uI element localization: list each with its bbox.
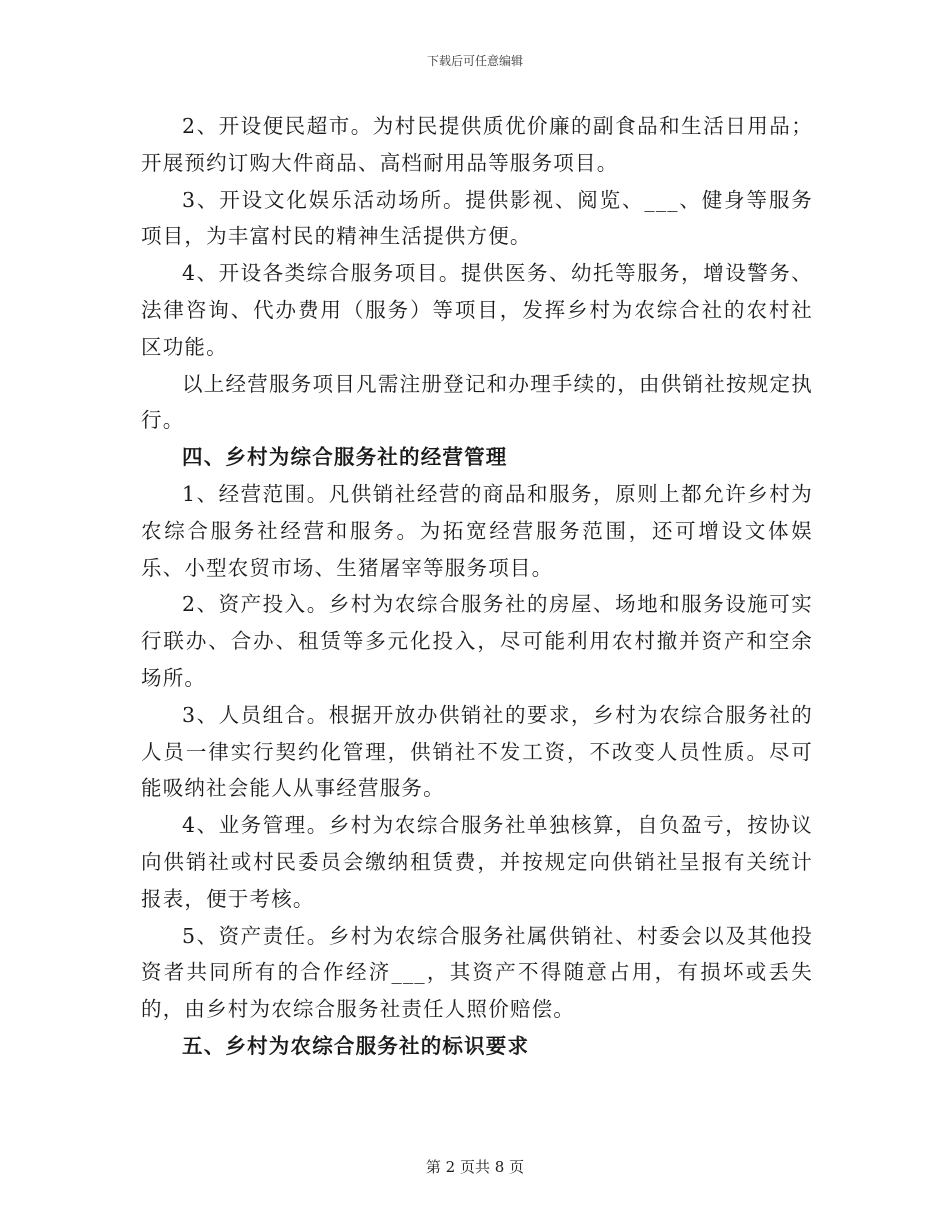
page-number: 第 2 页共 8 页 <box>425 1158 525 1176</box>
paragraph-business-scope: 1、经营范围。凡供销社经营的商品和服务，原则上都允许乡村为农综合服务社经营和服务。为拓宽经营服务范围，还可增设文体娱乐、小型农贸市场、生猪屠宰等服务项目。 <box>141 481 813 580</box>
paragraph-item-4: 4、开设各类综合服务项目。提供医务、幼托等服务，增设警务、法律咨询、代办费用（服务）等项目，发挥乡村为农综合社的农村社区功能。 <box>141 261 813 359</box>
paragraph-business-management: 4、业务管理。乡村为农综合服务社单独核算，自负盈亏，按协议向供销社或村民委员会缴纳租赁费，并按规定向供销社呈报有关统计报表，便于考核。 <box>141 813 813 911</box>
paragraph-staffing: 3、人员组合。根据开放办供销社的要求，乡村为农综合服务社的人员一律实行契约化管理，供销社不发工资，不改变人员性质。尽可能吸纳社会能人从事经营服务。 <box>141 702 813 801</box>
page-header-note: 下载后可任意编辑 <box>426 54 523 68</box>
paragraph-registration-note: 以上经营服务项目凡需注册登记和办理手续的，由供销社按规定执行。 <box>141 371 813 433</box>
section-heading-4: 四、乡村为综合服务社的经营管理 <box>182 445 508 470</box>
document-body <box>141 108 813 1065</box>
section-heading-5: 五、乡村为农综合服务社的标识要求 <box>182 1033 530 1058</box>
paragraph-item-2: 2、开设便民超市。为村民提供质优价廉的副食品和生活日用品；开展预约订购大件商品、高档耐用品等服务项目。 <box>141 114 813 175</box>
paragraph-asset-investment: 2、资产投入。乡村为农综合服务社的房屋、场地和服务设施可实行联办、合办、租赁等多元化投入，尽可能利用农村撤并资产和空余场所。 <box>141 592 813 690</box>
paragraph-item-3: 3、开设文化娱乐活动场所。提供影视、阅览、___、健身等服务项目，为丰富村民的精神生活提供方便。 <box>141 187 813 249</box>
paragraph-asset-responsibility: 5、资产责任。乡村为农综合服务社属供销社、村委会以及其他投资者共同所有的合作经济___，其资产不得随意占用，有损坏或丢失的，由乡村为农综合服务社责任人照价赔偿。 <box>141 923 813 1022</box>
